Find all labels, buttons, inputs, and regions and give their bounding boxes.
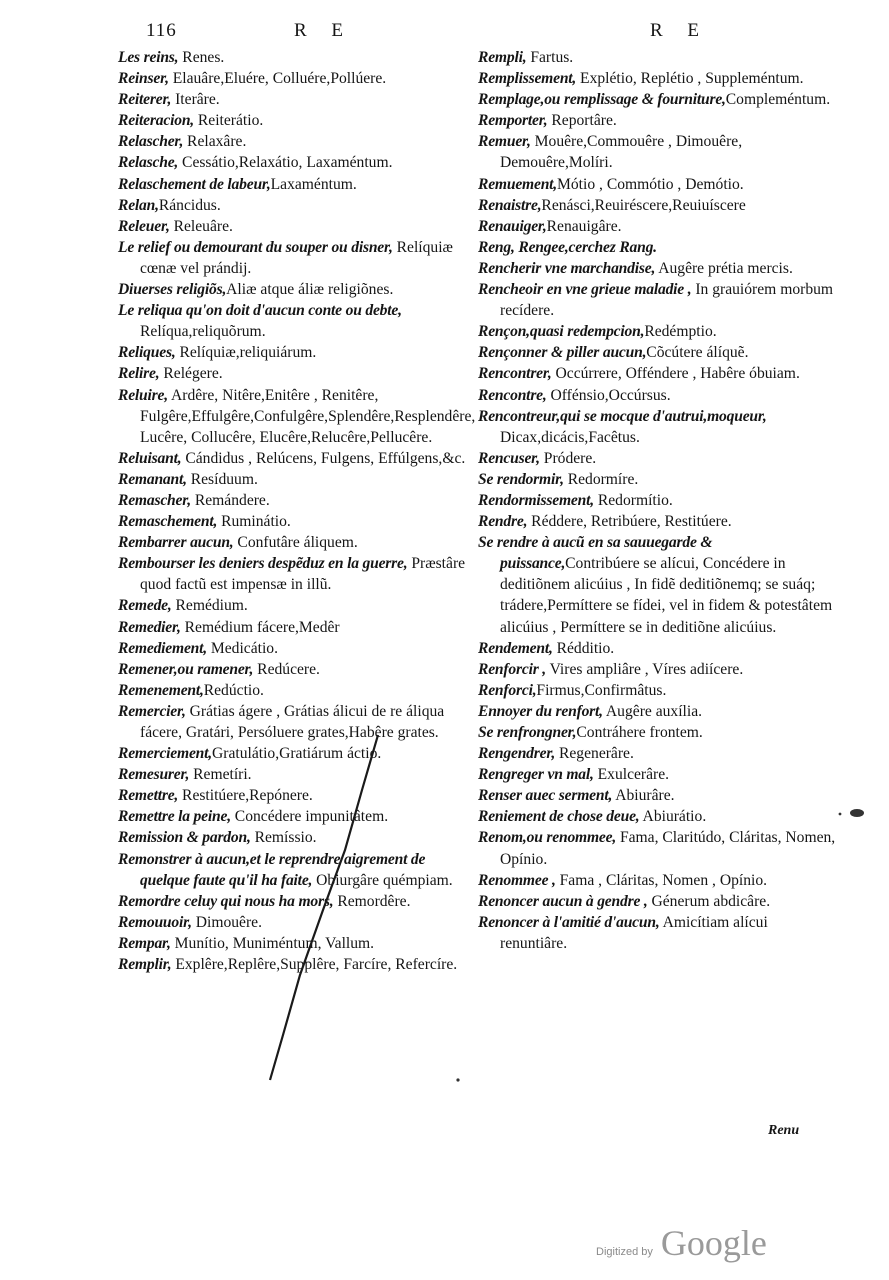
entry-definition: Aliæ atque áliæ religiõnes. [226,281,394,299]
dictionary-entry [478,891,838,912]
entry-definition: Relégere. [159,365,223,383]
entry-definition: Remíssio. [250,829,317,847]
dictionary-entry [478,258,838,279]
entry-definition: Cándidus , Relúcens, Fulgens, Effúlgens,&c. [181,449,466,467]
entry-definition: Remándere. [190,491,270,509]
entry-headword: Remede, [118,597,172,615]
entry-headword: Rençonner & piller aucun, [478,344,647,362]
entry-headword: Remouuoir, [118,913,192,931]
entry-headword: Rendormissement, [478,491,594,509]
entry-headword: Rencheoir en vne grieue maladie , [478,281,692,299]
dictionary-entry [118,89,470,110]
entry-definition: Vires ampliâre , Víres adiícere. [545,660,744,678]
entry-definition: Cõcútere álíquẽ. [646,344,749,362]
dictionary-entry [478,870,838,891]
entry-headword: Relire, [118,365,160,383]
dictionary-entry [478,195,838,216]
entry-definition: Elauâre,Eluére, Colluére,Pollúere. [168,70,387,88]
catchword: Renu [768,1123,800,1138]
dictionary-entry [478,722,838,743]
entry-headword: Remplir, [118,956,172,974]
right-column [478,47,838,954]
entry-headword: Rençon,quasi redempcion, [478,323,645,341]
dictionary-entry [118,279,470,300]
entry-definition: Explétio, Replétio , Suppleméntum. [576,70,804,88]
entry-definition: Augêre prétia mercis. [655,259,793,277]
entry-headword: Remonstrer à aucun,et le reprendre aigrement de quelque faute qu'il ha faite, [118,850,426,889]
dictionary-entry [478,659,838,680]
entry-definition: Remetíri. [189,766,252,784]
entry-definition: Relaxâre. [183,133,247,151]
entry-definition: Fama, Claritúdo, Cláritas, Nomen, Opínio. [500,829,836,868]
entry-headword: Renom,ou renommee, [478,829,617,847]
dictionary-entry [478,785,838,806]
entry-headword: Renser auec serment, [478,787,613,805]
entry-headword: Renauiger, [478,217,547,235]
entry-headword: Rencontreur,qui se mocque d'autrui,moqueur, [478,407,767,425]
entry-headword: Relaschement de labeur, [118,175,271,193]
entry-headword: Se renfrongner, [478,724,577,741]
dictionary-entry [118,701,470,743]
entry-definition: Remédium fácere,Medêr [180,618,340,636]
dictionary-entry [118,195,470,216]
dictionary-entry [478,89,838,110]
entry-headword: Se rendormir, [478,470,564,488]
entry-definition: Grátias ágere , Grátias álicui de re áliqua fácere, Gratári, Persóluere grates,Habêre grates. [140,702,445,741]
entry-definition: Relíquiæ,reliquiárum. [175,344,317,362]
entry-definition: Mouêre,Commouêre , Dimouêre, Demouêre,Molíri. [500,133,743,172]
entry-headword: Remedier, [118,618,181,636]
dictionary-entry [118,68,470,89]
entry-definition: Ruminátio. [217,513,291,531]
page-number: 116 [146,20,177,41]
entry-headword: Ennoyer du renfort, [478,702,603,720]
entry-headword: Rempar, [118,934,171,952]
entry-definition: Gratulátio,Gratiárum áctio. [211,745,382,763]
entry-definition: Fama , Cláritas, Nomen , Opínio. [555,871,768,889]
entry-headword: Remener,ou ramener, [118,660,254,678]
entry-definition: Redúcere. [253,660,320,678]
dictionary-entry [478,448,838,469]
entry-definition: Redormítio. [593,491,673,509]
dictionary-entry [478,701,838,722]
entry-headword: Remplissement, [478,70,577,88]
entry-definition: Renauigâre. [546,217,622,235]
entry-definition: Génerum abdicâre. [647,892,771,910]
entry-definition: In grauiórem morbum recídere. [500,281,834,320]
entry-definition: Cessátio,Relaxátio, Laxaméntum. [178,154,393,172]
entry-headword: Remesurer, [118,766,190,784]
dictionary-entry [118,954,470,975]
dictionary-entry [118,363,470,384]
entry-definition: Exulcerâre. [593,766,670,784]
entry-headword: Renaistre, [478,196,542,214]
entry-headword: Reluisant, [118,449,182,467]
entry-definition: Mótio , Commótio , Demótio. [557,175,744,193]
entry-headword: Relan, [118,196,159,214]
entry-definition: Confutâre áliquem. [233,534,358,552]
google-logo: Google [660,1223,767,1263]
entry-definition: Ardêre, Nitêre,Enitêre , Renitêre, Fulgêre,Effulgêre,Confulgêre,Splendêre,Resplendêre, Lucêre, Collucêre, Elucêre,Relucêre,Pellucêre. [140,386,476,446]
dictionary-entry [118,216,470,237]
entry-headword: Remercier, [118,702,186,720]
ink-blot [850,809,864,817]
entry-headword: Reluire, [118,386,168,404]
entry-headword: Se rendre à aucũ en sa sauuegarde & puissance, [478,534,713,573]
ink-dot [839,813,842,816]
running-header-left: R E [294,20,354,41]
entry-headword: Rendement, [478,639,553,657]
entry-definition: Firmus,Confirmâtus. [536,681,667,699]
entry-definition: Medicátio. [206,639,279,657]
dictionary-entry [118,152,470,173]
dictionary-entry [478,912,838,954]
entry-headword: Rembarrer aucun, [118,534,234,552]
dictionary-entry [118,680,470,701]
entry-definition: Remordêre. [333,892,411,910]
entry-definition: Reportâre. [547,112,617,130]
entry-definition: Relíquiæ cœnæ vel prándij. [140,238,453,277]
entry-headword: Remettre la peine, [118,808,231,826]
entry-headword: Renforci, [478,681,537,699]
entry-definition: Abiurátio. [639,808,707,826]
dictionary-entry [478,385,838,406]
entry-definition: Laxaméntum. [270,175,357,193]
dictionary-entry [478,342,838,363]
entry-headword: Remplage,ou remplissage & fourniture, [478,91,726,109]
entry-headword: Rencuser, [478,449,540,467]
dictionary-entry [478,279,838,321]
dictionary-entry [118,827,470,848]
dictionary-entry [118,131,470,152]
dictionary-entry [478,174,838,195]
dictionary-entry [118,469,470,490]
dictionary-entry [478,806,838,827]
entry-definition: Dimouêre. [191,913,262,931]
entry-definition: Relíqua,reliquõrum. [140,323,266,341]
entry-headword: Remission & pardon, [118,829,251,847]
dictionary-entry [118,448,470,469]
dictionary-entry [118,174,470,195]
entry-definition: Rédditio. [552,639,615,657]
dictionary-entry [118,385,476,448]
entry-definition: Munítio, Muniméntum, Vallum. [170,934,375,952]
entry-headword: Reiterer, [118,91,172,109]
entry-definition: Ráncidus. [158,196,221,214]
dictionary-entry [478,511,838,532]
dictionary-entry [118,237,470,279]
running-header-right: R E [650,20,710,41]
entry-definition: Dicax,dicácis,Facêtus. [500,428,640,446]
entry-headword: Le reliqua qu'on doit d'aucun conte ou debte, [118,302,402,320]
dictionary-entry [478,532,838,637]
entry-headword: Renoncer aucun à gendre , [478,892,648,910]
entry-headword: Renoncer à l'amitié d'aucun, [478,913,660,931]
dictionary-entry [118,532,470,553]
dictionary-entry [478,237,838,258]
dictionary-entry [478,764,838,785]
entry-headword: Rencherir vne marchandise, [478,259,656,277]
entry-headword: Rengreger vn mal, [478,766,594,784]
entry-headword: Rempli, [478,49,527,66]
entry-headword: Le relief ou demourant du souper ou disner, [118,238,393,256]
entry-headword: Les reins, [118,49,179,66]
entry-definition: Renes. [178,49,225,66]
entry-headword: Rencontre, [478,386,547,404]
dictionary-entry [118,806,470,827]
entry-headword: Relasche, [118,154,179,172]
dictionary-entry [478,363,838,384]
entry-headword: Remporter, [478,112,548,130]
dictionary-entry [118,300,470,342]
dictionary-entry [118,47,470,68]
dictionary-entry [118,743,470,764]
watermark-digitized-by: Digitized by [596,1246,653,1258]
dictionary-entry [118,891,470,912]
entry-headword: Rendre, [478,513,528,531]
entry-definition: Pródere. [539,449,597,467]
entry-headword: Diuerses religiõs, [118,281,227,299]
dictionary-entry [478,321,838,342]
entry-definition: Réddere, Retribúere, Restitúere. [527,513,732,531]
dictionary-entry [478,68,838,89]
dictionary-entry [118,638,470,659]
dictionary-entry [118,764,470,785]
entry-headword: Rencontrer, [478,365,552,383]
dictionary-entry [478,131,838,173]
entry-headword: Remaschement, [118,513,218,531]
dictionary-entry [478,110,838,131]
entry-headword: Remediement, [118,639,207,657]
dictionary-entry [478,216,838,237]
entry-definition: Redormíre. [563,470,639,488]
entry-definition: Reiterátio. [194,112,264,130]
entry-headword: Remordre celuy qui nous ha mors, [118,892,334,910]
dictionary-entry [478,638,838,659]
left-column [118,47,476,975]
dictionary-entry [478,490,838,511]
entry-headword: Reiteracion, [118,112,194,130]
entry-definition: Concédere impunitâtem. [230,808,389,826]
entry-headword: Reliques, [118,344,176,362]
dictionary-entry [478,680,838,701]
entry-definition: Redúctio. [203,681,264,699]
dictionary-entry [478,406,838,448]
google-watermark [596,1222,767,1264]
entry-definition: Releuâre. [169,217,233,235]
entry-headword: Releuer, [118,217,170,235]
entry-definition: Renásci,Reuiréscere,Reuiuíscere [541,196,746,214]
entry-definition: Abiurâre. [612,787,675,805]
entry-headword: Reng, Rengee,cerchez Rang. [478,238,657,256]
dictionary-entry [118,912,470,933]
entry-definition: Contribúere se alícui, Concédere in deditiõnem alicúius , In fidẽ deditiõnemq; se suáq; trádere,Permíttere se fídei, vel in fidem & potestâtem alicúius , Permíttere se in deditiõne alicúius. [500,555,833,636]
entry-headword: Remerciement, [118,745,212,763]
entry-headword: Relascher, [118,133,184,151]
dictionary-entry [118,659,470,680]
dictionary-entry [118,785,470,806]
entry-definition: Iterâre. [171,91,220,109]
dictionary-entry [478,743,838,764]
entry-definition: Remédium. [171,597,248,615]
entry-headword: Remettre, [118,787,179,805]
dictionary-entry [118,617,470,638]
entry-definition: Regenerâre. [555,745,634,763]
dictionary-entry [478,47,838,68]
dictionary-entry [478,469,838,490]
entry-definition: Restitúere,Repónere. [178,787,313,805]
ink-dot [456,1078,459,1081]
entry-definition: Augêre auxília. [602,702,703,720]
entry-definition: Resíduum. [186,470,258,488]
dictionary-entry [118,511,470,532]
entry-headword: Renommee , [478,871,556,889]
dictionary-entry [118,110,470,131]
entry-headword: Remuement, [478,175,557,193]
entry-headword: Renforcir , [478,660,546,678]
entry-headword: Rengendrer, [478,745,556,763]
entry-definition: Explêre,Replêre,Supplêre, Farcíre, Refercíre. [171,956,458,974]
entry-definition: Obiurgâre quémpiam. [312,871,453,889]
dictionary-entry [118,490,470,511]
entry-definition: Offénsio,Occúrsus. [546,386,671,404]
dictionary-entry [118,849,470,891]
dictionary-entry [478,827,838,869]
entry-definition: Fartus. [526,49,574,66]
entry-definition: Contráhere frontem. [576,724,703,741]
entry-headword: Remenement, [118,681,204,699]
entry-definition: Præstâre quod factũ est impensæ in illũ. [140,555,466,594]
entry-definition: Occúrrere, Offéndere , Habêre óbuiam. [551,365,800,383]
dictionary-entry [118,342,470,363]
entry-definition: Compleméntum. [725,91,831,109]
entry-headword: Reinser, [118,70,169,88]
entry-headword: Remanant, [118,470,187,488]
entry-headword: Rembourser les deniers despẽduz en la guerre, [118,555,408,573]
entry-definition: Amicítiam alícui renuntiâre. [500,913,768,952]
dictionary-entry [118,933,470,954]
entry-headword: Reniement de chose deue, [478,808,640,826]
entry-definition: Redémptio. [644,323,717,341]
entry-headword: Remascher, [118,491,191,509]
dictionary-entry [118,595,470,616]
entry-headword: Remuer, [478,133,531,151]
dictionary-entry [118,553,470,595]
